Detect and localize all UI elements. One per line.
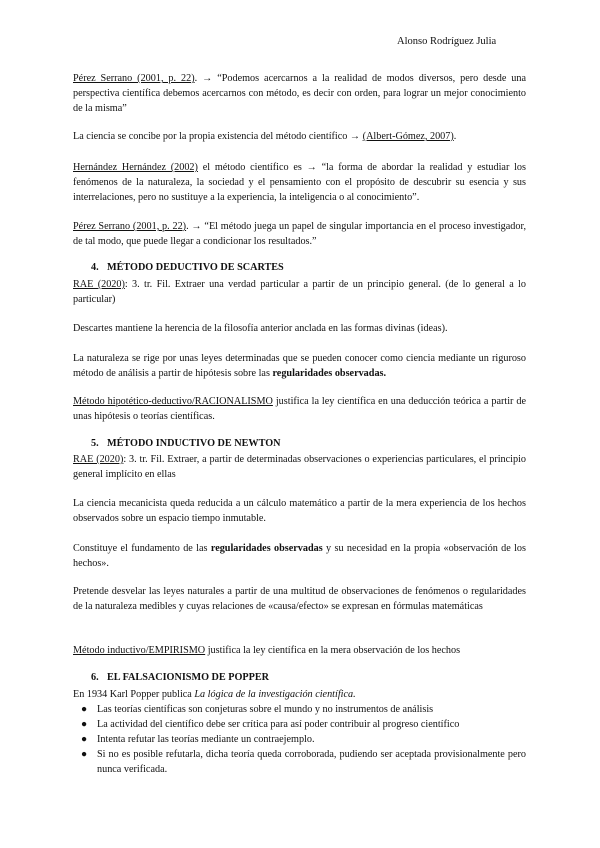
paragraph-perez-serrano-2 (73, 219, 526, 249)
paragraph-fundamento (73, 541, 526, 571)
body-text: La ciencia mecanicista queda reducida a un cálculo matemático a partir de la mera experiencia de los hechos observados sobre un espacio tiempo inmutable. (73, 498, 526, 524)
heading-title: MÉTODO INDUCTIVO DE NEWTON (107, 438, 281, 449)
paragraph-naturaleza (73, 351, 526, 381)
paragraph-rae-inductivo (73, 452, 526, 482)
body-text: En 1934 Karl Popper publica (73, 689, 195, 700)
method-link: Método inductivo/EMPIRISMO (73, 645, 206, 656)
bullet-icon: ● (81, 734, 88, 745)
arrow-text: . → (194, 73, 218, 84)
bullet-icon: ● (81, 749, 88, 760)
list-item-text: Intenta refutar las teorías mediante un contraejemplo. (97, 734, 315, 745)
paragraph-mecanicista (73, 496, 526, 526)
section-heading-4 (91, 262, 284, 273)
body-text: Constituye el fundamento de las (73, 543, 211, 554)
list-item (73, 732, 526, 747)
citation-link: (Albert-Gómez, 2007) (362, 131, 454, 142)
bullet-icon: ● (81, 704, 88, 715)
author-name: Alonso Rodríguez Julia (397, 36, 497, 47)
paragraph-perez-serrano-1 (73, 71, 526, 116)
quote-text: el método científico es → “la forma de abordar la realidad y estudiar los fenómenos de la naturaleza, la sociedad y el pensamiento con el propósito de descubrir su esencia y sus interrelaciones, pero no sustituye a la experiencia, la inteligencia o al conocimiento”. (73, 162, 526, 203)
list-item (73, 717, 526, 732)
paragraph-ciencia (73, 129, 526, 144)
popper-bullet-list (73, 702, 526, 777)
paragraph-pretende (73, 584, 526, 614)
list-item-text: La actividad del científico debe ser crítica para así poder contribuir al progreso científico (97, 719, 460, 730)
paragraph-rae-deductivo (73, 277, 526, 307)
heading-number: 6. (91, 672, 99, 683)
citation-link: Pérez Serrano (2001, p. 22) (73, 221, 187, 232)
body-text-end: . (453, 131, 457, 142)
list-item (73, 747, 526, 777)
body-text: La ciencia se concibe por la propia existencia del método científico → (73, 131, 363, 142)
citation-link: RAE (2020) (73, 454, 124, 465)
citation-link: RAE (2020) (73, 279, 125, 290)
body-text: Pretende desvelar las leyes naturales a partir de una multitud de observaciones de fenómenos o regularidades de la naturaleza medibles y cuyas relaciones de «causa/efecto» se expresan en fórmulas matemáticas (73, 586, 526, 612)
heading-number: 5. (91, 438, 99, 449)
heading-title: EL FALSACIONISMO DE POPPER (107, 672, 269, 683)
quote-text: “Podemos acercarnos a la realidad de modos diversos, pero desde una perspectiva científica debemos acercarnos con método, es decir con orden, para lograr un mejor conocimiento de la misma” (73, 73, 527, 114)
paragraph-racionalismo (73, 394, 526, 424)
citation-link: Hernández Hernández (2002) (73, 162, 198, 173)
list-item-text: Las teorías científicas son conjeturas sobre el mundo y no instrumentos de análisis (97, 704, 434, 715)
body-text: Descartes mantiene la herencia de la filosofía anterior anclada en las formas divinas (ideas). (73, 323, 448, 334)
section-heading-6 (91, 672, 269, 683)
section-heading-5 (91, 438, 280, 449)
heading-number: 4. (91, 262, 99, 273)
method-link: Método hipotético-deductivo/RACIONALISMO (73, 396, 273, 407)
body-text: La naturaleza se rige por unas leyes determinadas que se pueden conocer como ciencia mediante un riguroso método de análisis a partir de hipótesis sobre las (73, 353, 526, 379)
definition-text: : 3. tr. Fil. Extraer una verdad particular a partir de un principio general. (de lo general a lo particular) (73, 279, 526, 305)
paragraph-hernandez (73, 160, 526, 205)
body-text: justifica la ley científica en la mera observación de los hechos (205, 645, 461, 656)
bold-text: regularidades observadas (210, 543, 323, 554)
paragraph-descartes (73, 321, 526, 336)
list-item (73, 702, 526, 717)
definition-text: : 3. tr. Fil. Extraer, a partir de determinadas observaciones o experiencias particulares, el principio general implícito en ellas (73, 454, 527, 480)
bullet-icon: ● (81, 719, 88, 730)
list-item-text: Si no es posible refutarla, dicha teoría queda corroborada, pudiendo ser aceptada provisionalmente pero nunca verificada. (97, 749, 526, 775)
body-text-2: y su necesidad en la propia «observación de los hechos». (73, 543, 526, 569)
bold-text: regularidades observadas. (272, 368, 387, 379)
citation-link: Pérez Serrano (2001, p. 22) (73, 73, 195, 84)
body-text: justifica la ley científica en una deducción teórica a partir de unas hipótesis o teorías científicas. (73, 396, 526, 422)
quote-text: . → “El método juega un papel de singular importancia en el proceso investigador, de tal modo, que puede llegar a condicionar los resultados.” (73, 221, 526, 247)
heading-title: MÉTODO DEDUCTIVO DE SCARTES (107, 262, 284, 273)
book-title: La lógica de la investigación científica. (194, 689, 356, 700)
paragraph-empirismo (73, 643, 526, 658)
paragraph-popper (73, 687, 526, 702)
